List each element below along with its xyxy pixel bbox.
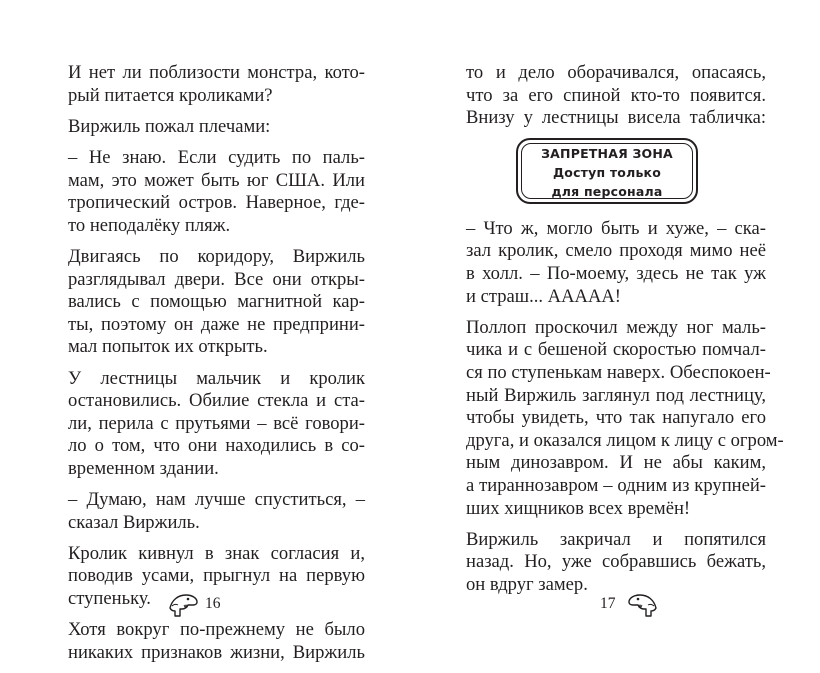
text-line: зал кролик, смело проходя мимо неё	[466, 240, 766, 262]
page-number: 16	[205, 595, 221, 612]
text-line: Кролик кивнул в знак согласия и,	[68, 542, 365, 564]
text-line: Внизу у лестницы висела табличка:	[466, 107, 766, 129]
text-line: Виржиль пожал плечами:	[68, 115, 271, 137]
text-line: рый питается кроликами?	[68, 84, 273, 106]
paragraph	[68, 246, 365, 359]
right-page	[410, 0, 820, 662]
paragraph	[68, 62, 365, 107]
paragraph	[68, 116, 365, 139]
text-line: ступеньку.	[68, 588, 151, 610]
text-line: ный Виржиль заглянул под лестницу,	[466, 384, 766, 406]
paragraph	[68, 147, 365, 237]
dinosaur-head-icon	[166, 586, 200, 620]
right-page-text	[466, 62, 784, 605]
text-line: ших хищников всех времён!	[466, 497, 691, 519]
text-line: в холл. – По-моему, здесь не так уж	[466, 262, 766, 284]
text-line: никаких признаков жизни, Виржиль	[68, 641, 365, 663]
paragraph	[68, 489, 365, 534]
text-line: временном здании.	[68, 457, 219, 479]
text-line: то неподалёку пляж.	[68, 214, 231, 236]
text-line: ли, перила с прутьями – всё говори-	[68, 412, 365, 434]
text-line: Хотя вокруг по-прежнему не было	[68, 619, 365, 641]
left-page-text	[68, 62, 365, 673]
text-line: У лестницы мальчик и кролик	[68, 367, 365, 389]
text-line: то и дело оборачивался, опасаясь,	[466, 62, 766, 83]
text-line: ным динозавром. И не абы каким,	[466, 452, 766, 474]
text-line: ся по ступенькам наверх. Обеспокоен-	[466, 361, 771, 383]
text-line: чтобы увидеть, что так напугало его	[466, 407, 766, 429]
paragraph	[466, 218, 766, 308]
text-line: мам, это может быть юг США. Или	[68, 169, 365, 191]
text-line: поводив усами, прыгнул на первую	[68, 565, 365, 587]
text-line: разглядывал двери. Все они откры-	[68, 268, 365, 290]
paragraph	[68, 368, 365, 481]
text-line: – Думаю, нам лучше спуститься, –	[68, 489, 365, 511]
text-line: – Что ж, могло быть и хуже, – ска-	[466, 217, 766, 239]
sign-line: Доступ только	[552, 164, 662, 180]
text-line: а тираннозавром – одним из крупней-	[466, 474, 766, 496]
paragraph	[68, 619, 365, 664]
sign-line: для персонала	[551, 183, 663, 199]
text-line: и страш... ААААА!	[466, 285, 621, 307]
text-line: друга, и оказался лицом к лицу с огром-	[466, 429, 784, 451]
text-line: вались с помощью магнитной кар-	[68, 291, 365, 313]
paragraph	[466, 529, 766, 597]
text-line: Двигаясь по коридору, Виржиль	[68, 245, 365, 267]
text-line: чика и с бешеной скоростью помчал-	[466, 339, 766, 361]
restricted-area-sign	[516, 138, 698, 204]
paragraph	[466, 316, 784, 520]
text-line: мал попыток их открыть.	[68, 336, 268, 358]
sign-title: ЗАПРЕТНАЯ ЗОНА	[541, 145, 673, 161]
text-line: – Не знаю. Если судить по паль-	[68, 146, 365, 168]
text-line: что за его спиной кто-то появится.	[466, 84, 766, 106]
dinosaur-head-icon	[626, 586, 660, 620]
text-line: сказал Виржиль.	[68, 511, 200, 533]
text-line: Поллоп проскочил между ног маль-	[466, 316, 766, 338]
paragraph	[466, 62, 766, 130]
text-line: ты, поэтому он даже не предприни-	[68, 313, 365, 335]
left-page	[0, 0, 410, 662]
text-line: ло о том, что они находились в со-	[68, 435, 365, 457]
page-number: 17	[600, 595, 616, 612]
text-line: тропический остров. Наверное, где-	[68, 192, 365, 214]
text-line: назад. Но, уже собравшись бежать,	[466, 551, 766, 573]
text-line: И нет ли поблизости монстра, кото-	[68, 62, 365, 83]
text-line: остановились. Обилие стекла и ста-	[68, 390, 365, 412]
text-line: Виржиль закричал и попятился	[466, 528, 766, 550]
text-line: он вдруг замер.	[466, 573, 588, 595]
